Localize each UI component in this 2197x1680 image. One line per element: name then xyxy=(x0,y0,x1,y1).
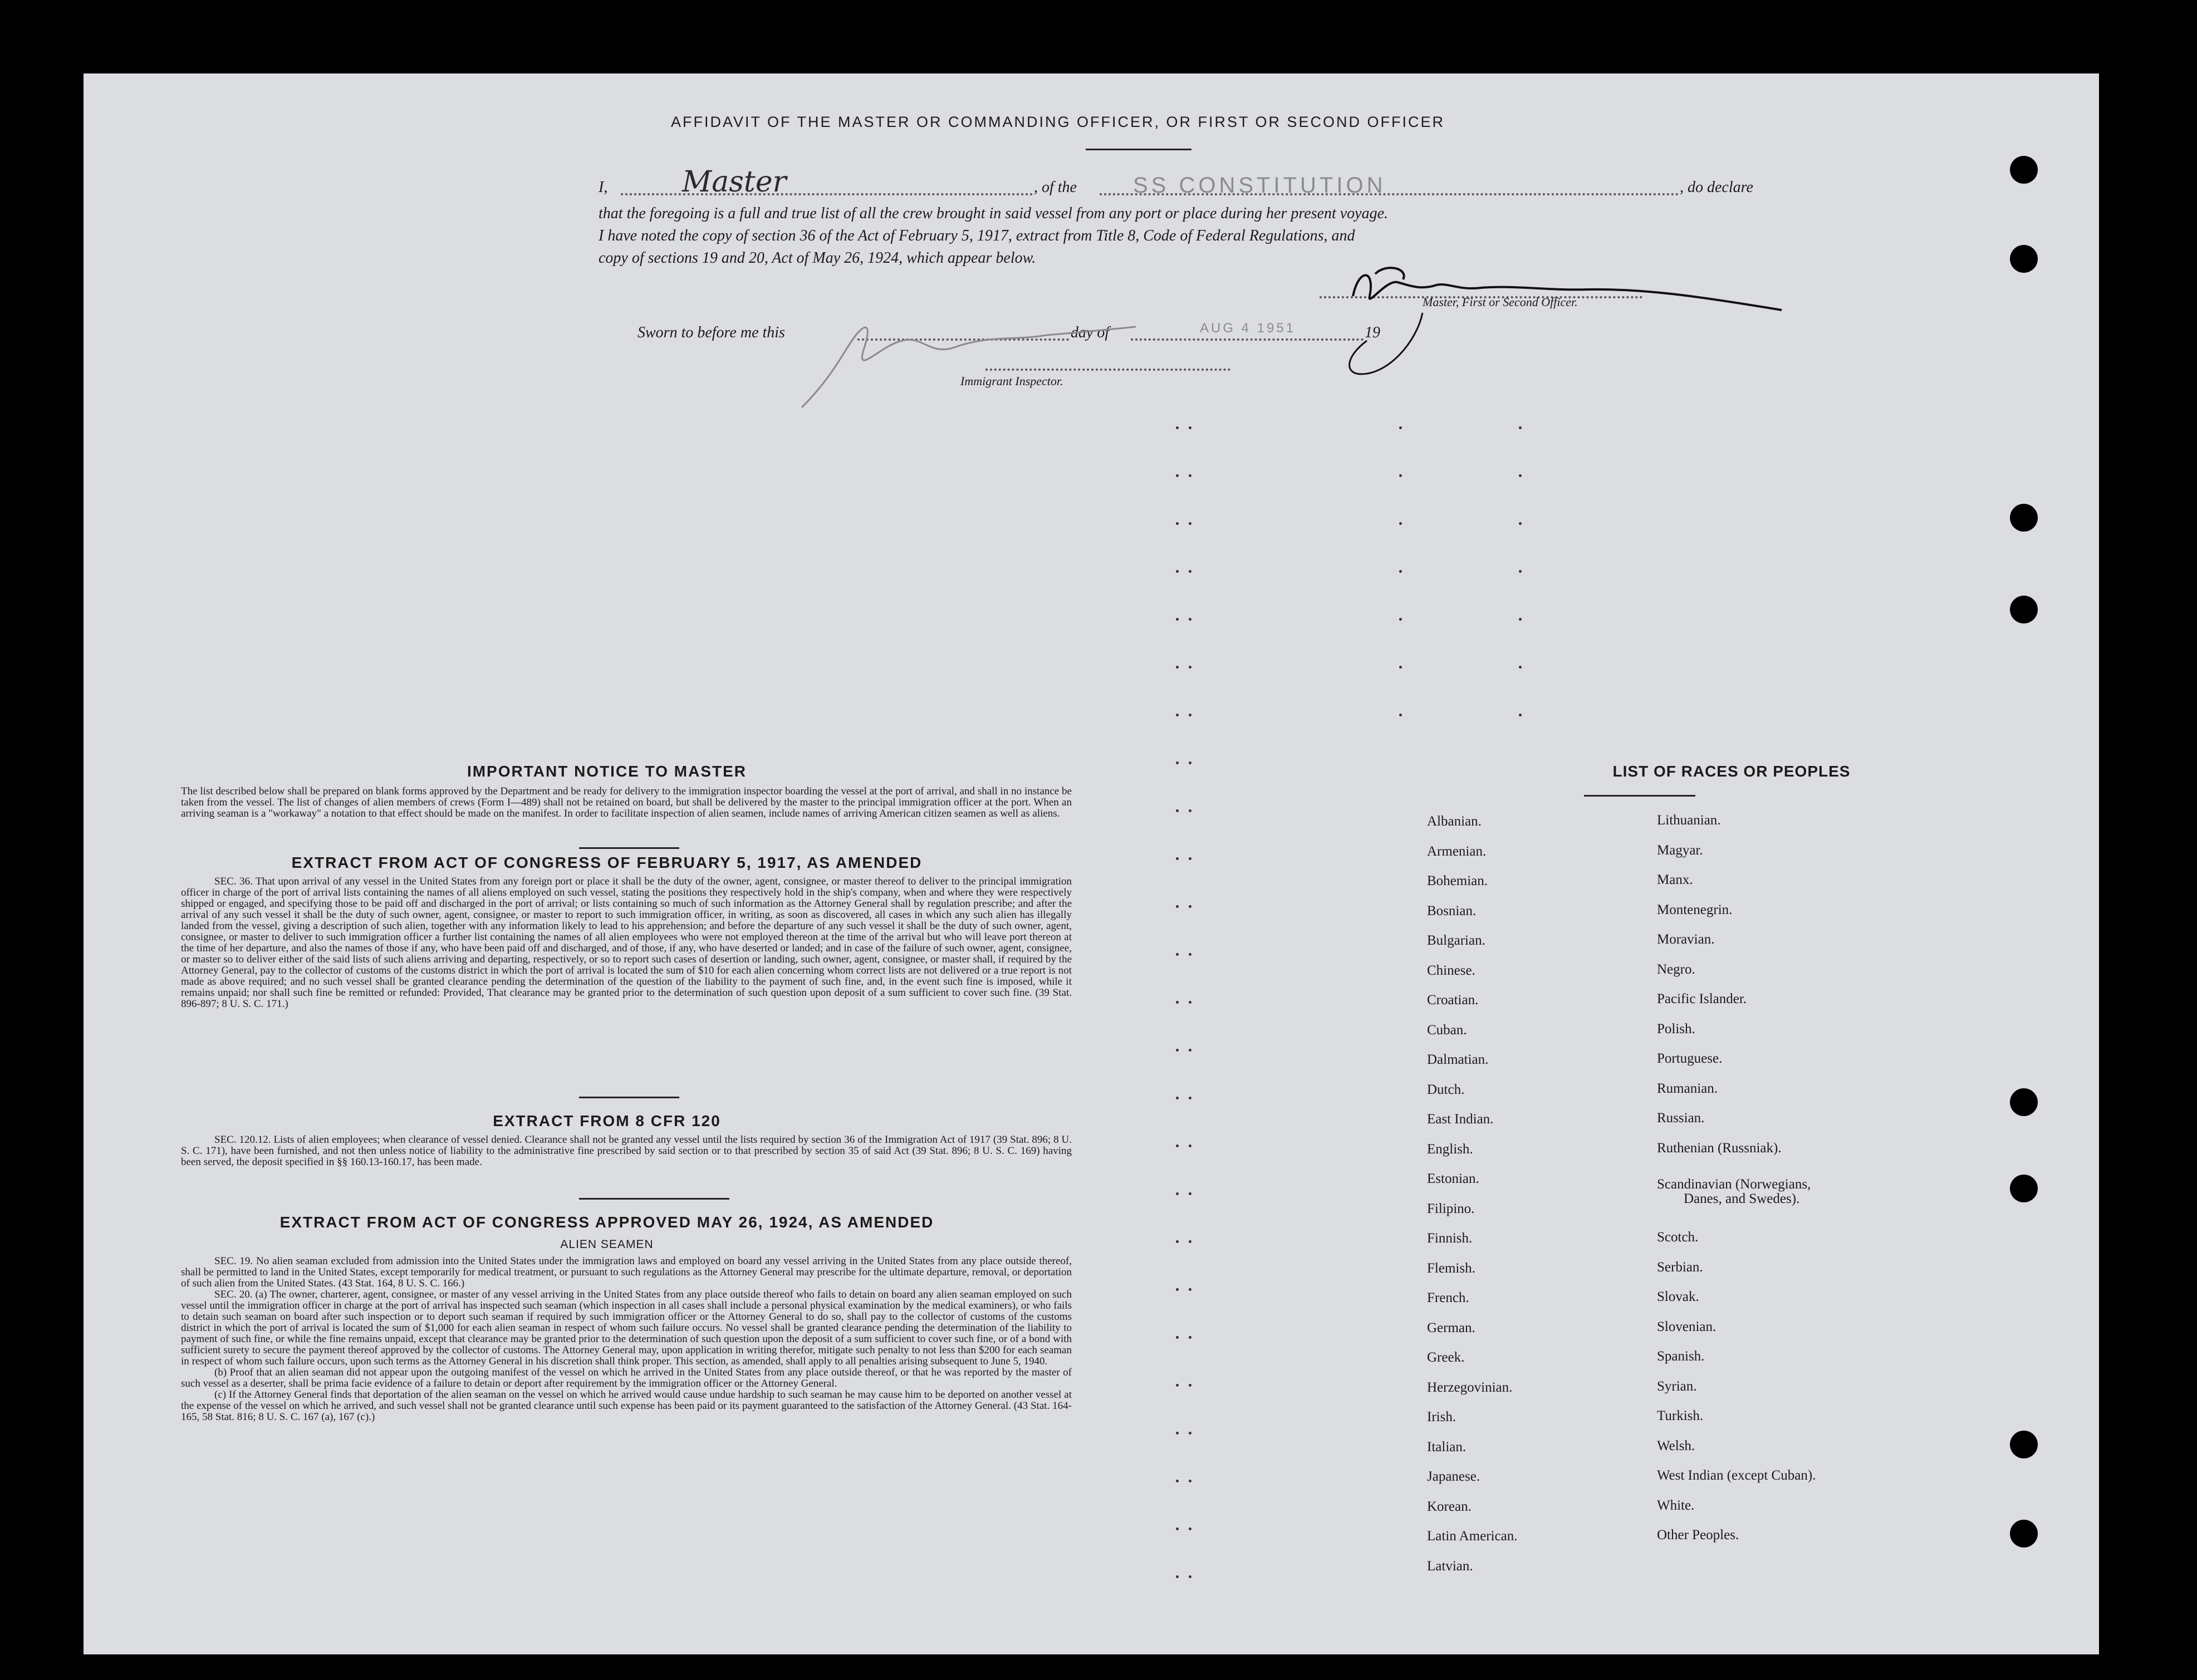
declaration-line3: I have noted the copy of section 36 of the Act of February 5, 1917, extract from Title 8, Code of Federal Regulations, and xyxy=(599,227,1355,244)
race-item: Rumanian. xyxy=(1657,1081,1718,1096)
race-item: German. xyxy=(1427,1320,1475,1335)
race-item: English. xyxy=(1427,1142,1473,1157)
sec-20b-paragraph: (b) Proof that an alien seaman did not appear upon the outgoing manifest of the vessel on which he arrived in the United States from any place outside thereof, or that he was reported by the master of such vessel as a deserter, shall be prima facie evidence of a failure to detain or deport after requirement by the immigration officer or the Attorney General. xyxy=(181,1367,1072,1389)
race-item: Russian. xyxy=(1657,1111,1705,1126)
extract-1917-rule xyxy=(579,1097,679,1098)
declaration-line2: that the foregoing is a full and true list of all the crew brought in said vessel from any port or place during her present voyage. xyxy=(599,205,1389,222)
extract-1917-title: EXTRACT FROM ACT OF CONGRESS OF FEBRUARY 5, 1917, AS AMENDED xyxy=(291,854,923,871)
race-item: Dutch. xyxy=(1427,1082,1465,1097)
race-item: Irish. xyxy=(1427,1409,1457,1424)
race-item: Armenian. xyxy=(1427,844,1487,859)
race-item: Turkish. xyxy=(1657,1408,1704,1423)
race-item: Estonian. xyxy=(1427,1171,1479,1186)
sec-19-paragraph: SEC. 19. No alien seaman excluded from admission into the United States under the immigration laws and employed on board any vessel arriving in the United States from any place outside thereof, shall be permitted to land in the United States, except temporarily for medical treatment, or pursuant to such regulations as the Attorney General may prescribe for the ultimate departure, removal, or deportation of such alien from the United States. (43 Stat. 164, 8 U. S. C. 166.) xyxy=(181,1255,1072,1289)
race-item: Albanian. xyxy=(1427,814,1482,829)
race-item: Filipino. xyxy=(1427,1201,1475,1216)
declaration-line4: copy of sections 19 and 20, Act of May 26, 1924, which appear below. xyxy=(599,249,1036,267)
races-rule xyxy=(1584,795,1695,797)
of-the-label: , of the xyxy=(1034,179,1077,196)
declaration-prefix: I, xyxy=(599,179,608,196)
extract-8cfr-title: EXTRACT FROM 8 CFR 120 xyxy=(493,1112,721,1129)
race-item: Croatian. xyxy=(1427,993,1479,1008)
notice-rule xyxy=(579,847,679,849)
race-item: Magyar. xyxy=(1657,843,1703,858)
race-item: Negro. xyxy=(1657,962,1695,977)
race-item: Herzegovinian. xyxy=(1427,1380,1513,1395)
race-item: Pacific Islander. xyxy=(1657,991,1747,1006)
race-item: Latin American. xyxy=(1427,1529,1518,1544)
race-item: Welsh. xyxy=(1657,1438,1695,1453)
race-item: Latvian. xyxy=(1427,1559,1473,1574)
race-item: Danes, and Swedes). xyxy=(1684,1191,1800,1206)
title-rule xyxy=(1086,149,1191,150)
race-item: Korean. xyxy=(1427,1499,1472,1514)
do-declare-label: , do declare xyxy=(1680,179,1753,196)
race-item: French. xyxy=(1427,1290,1469,1305)
race-item: White. xyxy=(1657,1498,1695,1513)
notice-text: The list described below shall be prepared on blank forms approved by the Department and be ready for delivery to the immigration inspector boarding the vessel at the port of arrival, and shall in no instance be taken from the vessel. The list of changes of alien members of crews (Form I—489) shall not be retained on board, but shall be delivered by the master to the principal immigration officer at the port. When an arriving seaman is a "workaway" a notation to that effect should be made on the manifest. In order to facilitate inspection of alien seamen, include names of arriving American citizen seamen as well as aliens. xyxy=(181,785,1072,819)
race-item: Finnish. xyxy=(1427,1231,1473,1246)
race-item: Flemish. xyxy=(1427,1261,1475,1276)
race-item: Slovenian. xyxy=(1657,1319,1717,1334)
race-item: Bulgarian. xyxy=(1427,933,1485,948)
extract-8cfr-rule xyxy=(579,1198,729,1200)
race-item: Portuguese. xyxy=(1657,1051,1723,1066)
race-item: Other Peoples. xyxy=(1657,1527,1739,1543)
signature-flourish xyxy=(1339,307,1439,380)
date-stamp: AUG 4 1951 xyxy=(1200,321,1296,336)
extract-1917-text: SEC. 36. That upon arrival of any vessel in the United States from any foreign port or place it shall be the duty of the owner, agent, consignee, or master thereof to deliver to the principal immigration officer in charge of the port of arrival lists containing the names of all aliens employed on such vessel, stating the positions they respectively hold in the ship's company, when and where they were respectively shipped or engaged, and specifying those to be paid off and discharged in the port of arrival; or lists containing so much of such information as the Attorney General shall by regulation prescribe; and after the arrival of any such vessel it shall be the duty of such owner, agent, consignee, or master to report to such immigration officer, in writing, as soon as discovered, all cases in which any such alien has illegally landed from the vessel, giving a description of such alien, together with any information likely to lead to his apprehension; and before the departure of any such vessel it shall be the duty of such owner, agent, consignee, or master to deliver to such immigration officer a further list containing the names of all alien employees who were not employed thereon at the time of the arrival but who will leave port thereon at the time of her departure, and also the names of those if any, who have been paid off and discharged, and of those, if any, who have deserted or landed; and in case of the failure of such owner, agent, consignee, or master so to deliver either of the said lists of such aliens arriving and departing, respectively, or so to report such cases of desertion or landing, such owner, agent, consignee, or master shall, if required by the Attorney General, pay to the collector of customs of the customs district in which the port of arrival is located the sum of $10 for each alien concerning whom correct lists are not delivered or a true report is not made as above required; and no such vessel shall be granted clearance pending the determination of the question of the liability to the payment of such fine, and, in the event such fine is imposed, while it remains unpaid; nor shall such fine be remitted or refunded: Provided, That clearance may be granted prior to the determination of such question upon deposit of a sum sufficient to cover such fine. (39 Stat. 896-897; 8 U. S. C. 171.) xyxy=(181,876,1072,1010)
day-of-label: day of xyxy=(1071,324,1110,341)
race-item: East Indian. xyxy=(1427,1112,1494,1127)
sworn-month-dotline xyxy=(1131,338,1364,341)
race-item: Manx. xyxy=(1657,872,1693,887)
race-item: West Indian (except Cuban). xyxy=(1657,1468,1816,1483)
declaration-line1 xyxy=(599,165,1768,203)
inspector-caption: Immigrant Inspector. xyxy=(960,374,1063,388)
race-item: Cuban. xyxy=(1427,1023,1467,1038)
year-prefix: 19 xyxy=(1365,324,1380,341)
sworn-label: Sworn to before me this xyxy=(637,324,785,341)
alien-seamen-subtitle: ALIEN SEAMEN xyxy=(560,1238,654,1251)
race-item: Scotch. xyxy=(1657,1230,1699,1245)
race-item: Lithuanian. xyxy=(1657,813,1721,828)
sec-20a-paragraph: SEC. 20. (a) The owner, charterer, agent, consignee, or master of any vessel arriving in the United States from any place outside thereof who fails to detain on board any alien seaman employed on such vessel until the immigration officer in charge at the port of arrival has inspected such seaman (which inspection in all cases shall include a personal physical examination by the medical examiners), or who fails to detain such seaman on board after such inspection or to deport such seaman if required by such immigration officer or the Attorney General to do so, shall pay to the collector of customs of the customs district in which the port of arrival is located the sum of $1,000 for each alien seaman in respect of whom such failure occurs. No vessel shall be granted clearance pending the determination of the liability to payment of such fine, or while the fine remains unpaid, except that clearance may be granted prior to the determination of such question upon the deposit of a sum sufficient to cover such fine, or of a bond with sufficient surety to secure the payment thereof approved by the collector of customs. The Attorney General may, upon application in writing therefor, mitigate such penalty to not less than $200 for each seaman in respect of whom such failure occurs, upon such terms as the Attorney General in his discretion shall think proper. This section, as amended, shall apply to all penalties arising subsequent to June 5, 1940. xyxy=(181,1289,1072,1367)
notice-title: IMPORTANT NOTICE TO MASTER xyxy=(467,763,747,780)
race-item: Ruthenian (Russniak). xyxy=(1657,1141,1782,1156)
race-item: Spanish. xyxy=(1657,1349,1705,1364)
sec-20c-paragraph: (c) If the Attorney General finds that deportation of the alien seaman on the vessel on which he arrived would cause undue hardship to such seaman he may cause him to be deported on another vessel at the expense of the vessel on which he arrived, and such vessel shall not be granted clearance until such expense has been paid or its payment guaranteed to the satisfaction of the Attorney General. (43 Stat. 164-165, 58 Stat. 816; 8 U. S. C. 167 (a), 167 (c).) xyxy=(181,1389,1072,1423)
inspector-signature-line xyxy=(985,369,1230,371)
race-item: Japanese. xyxy=(1427,1469,1480,1484)
race-item: Polish. xyxy=(1657,1021,1695,1037)
races-title: LIST OF RACES OR PEOPLES xyxy=(1612,763,1851,780)
race-item: Bohemian. xyxy=(1427,873,1488,888)
race-item: Slovak. xyxy=(1657,1289,1699,1304)
race-item: Scandinavian (Norwegians, xyxy=(1657,1177,1811,1192)
race-item: Dalmatian. xyxy=(1427,1052,1489,1067)
race-item: Chinese. xyxy=(1427,963,1475,978)
affidavit-title: AFFIDAVIT OF THE MASTER OR COMMANDING OFFICER, OR FIRST OR SECOND OFFICER xyxy=(670,114,1445,130)
inspector-signature xyxy=(779,302,1141,419)
race-item: Greek. xyxy=(1427,1350,1465,1365)
signature-caption: Master, First or Second Officer. xyxy=(1423,295,1578,309)
race-item: Serbian. xyxy=(1657,1260,1703,1275)
extract-1924-title: EXTRACT FROM ACT OF CONGRESS APPROVED MAY 26, 1924, AS AMENDED xyxy=(279,1214,934,1231)
extract-1924-text xyxy=(181,1256,1072,1423)
race-item: Montenegrin. xyxy=(1657,902,1733,917)
race-item: Italian. xyxy=(1427,1440,1467,1455)
vessel-stamp: SS CONSTITUTION xyxy=(1133,173,1386,198)
race-item: Syrian. xyxy=(1657,1379,1697,1394)
extract-8cfr-text: SEC. 120.12. Lists of alien employees; when clearance of vessel denied. Clearance shall not be granted any vessel until the lists required by section 36 of the Immigration Act of 1917 (39 Stat. 896; 8 U. S. C. 171), have been furnished, and not then unless notice of liability to the administrative fine prescribed by said section or to that prescribed by section 35 of said Act (39 Stat. 896; 8 U. S. C. 169) having been served, the deposit specified in §§ 160.13-160.17, has been made. xyxy=(181,1134,1072,1168)
race-item: Moravian. xyxy=(1657,932,1715,947)
document-page xyxy=(84,73,2099,1654)
race-item: Bosnian. xyxy=(1427,903,1477,918)
handwritten-name: Master xyxy=(682,165,787,199)
